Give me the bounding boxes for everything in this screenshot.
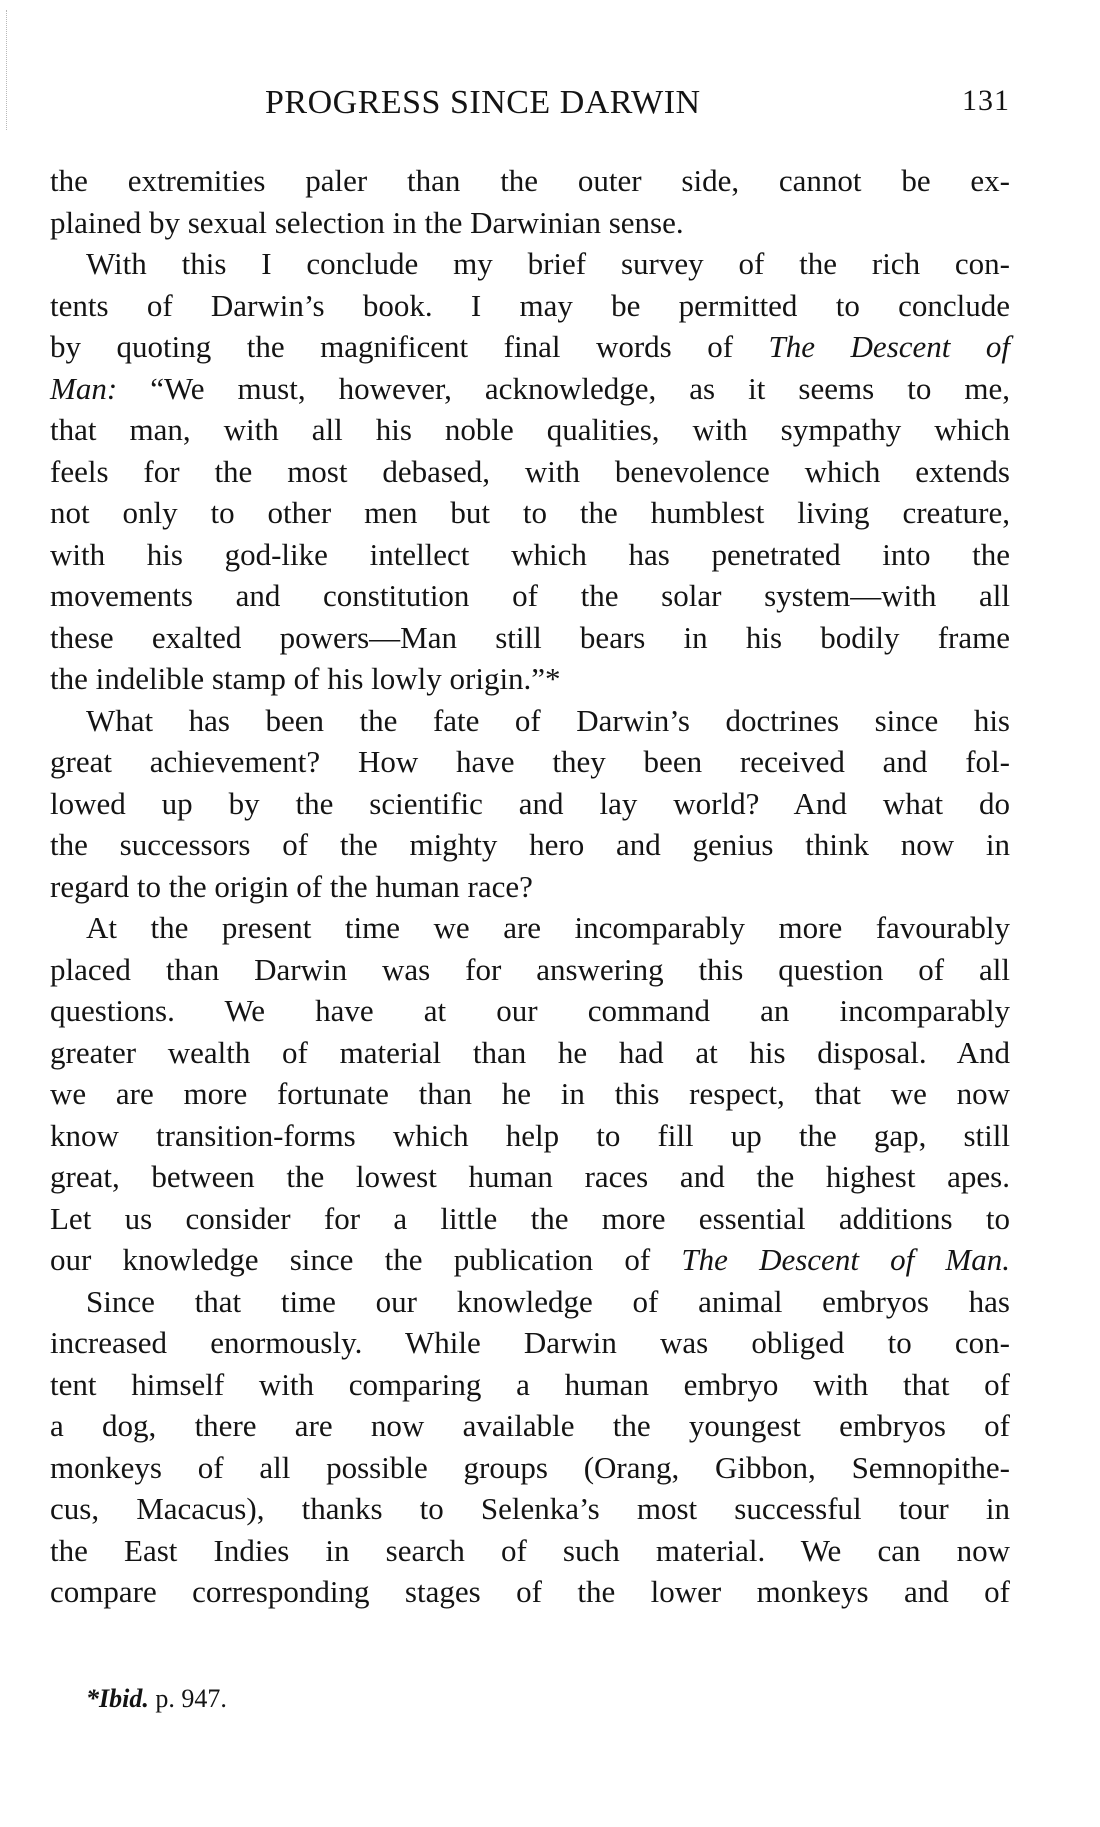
text-line: a dog, there are now available the youngest embryos of	[50, 1408, 1010, 1443]
text-line: Let us consider for a little the more essential additions to	[50, 1200, 1010, 1236]
text-line: What has been the fate of Darwin’s doctrines since his	[86, 702, 1010, 738]
text-line: At the present time we are incomparably more favourably	[86, 910, 1010, 945]
text-line: questions. We have at our command an incomparably	[50, 993, 1010, 1028]
page-number: 131	[962, 84, 1010, 117]
text-line: tent himself with comparing a human embryo with that of	[50, 1366, 1010, 1402]
text-line: know transition-forms which help to fill up the gap, still	[50, 1117, 1010, 1153]
text-line: these exalted powers—Man still bears in his bodily frame	[50, 619, 1010, 655]
text-line: With this I conclude my brief survey of the rich con-	[86, 246, 1010, 281]
text-line: feels for the most debased, with benevolence which extends	[50, 453, 1010, 489]
text-line: by quoting the magnificent final words of The Descent of	[50, 329, 1010, 364]
footnote	[86, 1684, 227, 1714]
body-text	[50, 160, 1010, 1613]
text-line: Man: “We must, however, acknowledge, as it seems to me,	[50, 370, 1010, 406]
text-line: our knowledge since the publication of The Descent of Man.	[50, 1242, 1011, 1277]
text-line: the successors of the mighty hero and genius think now in	[50, 827, 1010, 862]
text-line: plained by sexual selection in the Darwinian sense.	[50, 204, 684, 240]
text-line: tents of Darwin’s book. I may be permitted to conclude	[50, 287, 1010, 323]
text-line: Since that time our knowledge of animal embryos has	[86, 1283, 1010, 1319]
running-title: PROGRESS SINCE DARWIN	[265, 84, 701, 121]
text-line: regard to the origin of the human race?	[50, 868, 533, 904]
text-line: monkeys of all possible groups (Orang, Gibbon, Semnopithe-	[50, 1449, 1010, 1485]
text-line: we are more fortunate than he in this respect, that we now	[50, 1076, 1010, 1111]
text-line: increased enormously. While Darwin was obliged to con-	[50, 1325, 1010, 1360]
footnote-ibid: Ibid.	[99, 1684, 149, 1713]
text-line: that man, with all his noble qualities, with sympathy which	[50, 412, 1010, 447]
text-line: not only to other men but to the humblest living creature,	[50, 495, 1010, 530]
text-line: the extremities paler than the outer side, cannot be ex-	[50, 163, 1010, 198]
text-line: the East Indies in search of such material. We can now	[50, 1532, 1010, 1568]
footnote-reference: p. 947.	[148, 1684, 227, 1713]
text-line: placed than Darwin was for answering this question of all	[50, 951, 1010, 987]
scan-margin-marks	[6, 10, 10, 130]
footnote-marker: *	[86, 1684, 99, 1713]
text-line: cus, Macacus), thanks to Selenka’s most successful tour in	[50, 1491, 1010, 1526]
text-line: great, between the lowest human races and the highest apes.	[50, 1159, 1010, 1194]
text-line: the indelible stamp of his lowly origin.”*	[50, 661, 561, 696]
text-line: greater wealth of material than he had at his disposal. And	[50, 1034, 1010, 1070]
text-line: compare corresponding stages of the lower monkeys and of	[50, 1574, 1010, 1609]
text-line: great achievement? How have they been received and fol-	[50, 744, 1010, 779]
text-line: lowed up by the scientific and lay world? And what do	[50, 785, 1010, 821]
running-header	[50, 84, 1010, 132]
text-line: movements and constitution of the solar system—with all	[50, 578, 1010, 613]
text-line: with his god-like intellect which has penetrated into the	[50, 536, 1010, 572]
